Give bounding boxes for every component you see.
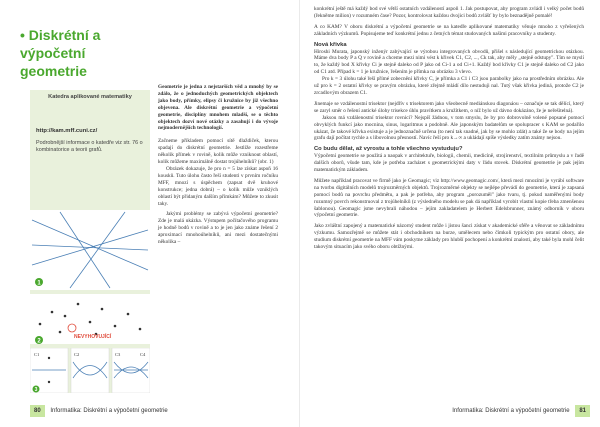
- title-text: Diskrétní a výpočetní geometrie: [20, 27, 101, 79]
- footer-left-text: Informatika: Diskrétní a výpočetní geometrie: [50, 408, 168, 414]
- figure-3-label-c1: C1: [34, 352, 40, 357]
- sidebar-text: Podrobnější informace o katedře viz str. 76 o kombinatorice a teorii grafů.: [36, 140, 143, 153]
- figure-3-label-c3: C3: [115, 352, 121, 357]
- footer-right-text: Informatika: Diskrétní a výpočetní geometrie: [452, 408, 570, 414]
- right-paragraph-8: Můžete například pracovat ve firmě jako je Geomagic; viz http://www.geomagic.com/, která mezi mnozími je vyrábí software na tvorbu digitálních modelů trojrozměrných objektů. Trojrozměrné objekty se nejlépe převádí do geometrie, která je zapsaná pomocí bodů na povrchu předmětu, a pak je potřeba, aby program „porozuměl" jako tvaru, tj. pokud naměřenými body rozumný povrch rekonstruoval z trojúhelníků (z výsledného modelu se pak dá například vyrobit vlastní kopie třeba zmenšenou šablonou). Geomagic jsme nevybrali náhodou – jejím zakladatelem je Herbert Edelsbrunner, známý odborník v oboru výpočetní geometrie.: [314, 177, 584, 219]
- sidebar-url[interactable]: http://kam.mff.cuni.cz/: [36, 128, 98, 134]
- figure-3-label-c2: C2: [74, 352, 80, 357]
- left-column: [158, 84, 278, 246]
- page-number-left: 80: [30, 405, 45, 417]
- title-bullet: •: [20, 27, 25, 43]
- heading-new-curve: Nová křivka: [314, 41, 347, 48]
- page-number-right: 81: [575, 405, 590, 417]
- paragraph-1: Začneme příkladem pomocí sítě dlaždiček, kterou spadají do diskrétní geometrie. Jestliže rozestřeme několik přímek v rovině, kolik může vzniknout oblastí, kolik můžeme maximálně dostat trojúhelníků? (obr. 1): [158, 138, 278, 166]
- figure-3-label-c4: C4: [140, 352, 146, 357]
- footer-right: [430, 405, 590, 417]
- figure-1-number: 1: [37, 280, 41, 287]
- right-paragraph-7: Výpočetní geometrie se použitá a naopak v architektuře, biologii, chemii, medicíně, strojírenství, textilním průmyslu a v řadě dalších oborů, všude tam, kde je potřeba zacházet s geometrickými daty v řádu stovek. Diskrétní geometrie je pak jejím matematickým základem.: [314, 153, 584, 174]
- sidebar-box: [30, 90, 150, 393]
- right-page: [300, 0, 600, 427]
- figure-2-points: [30, 294, 150, 344]
- figure-3-number: 3: [34, 387, 38, 393]
- right-column: [314, 6, 584, 251]
- page-title: [20, 26, 150, 80]
- paragraph-3: Jakými problémy se zabývá výpočetní geometrie? Zde je malá ukázka. Výstupem počítačového programu je hodně bodů v rovině a to je jen jako známe řešení 2 aproximací mnohoúhelníků, ani mezi dostatečnými několika –: [158, 211, 278, 246]
- paragraph-2: Obrázek dokazuje, že pro n = 5 lze získat aspoň 16 kousků. Tuto úlohu často řeší studenti v prvním ročníku MFF, mnozí s úspěchem (zapsat dvě kruhové konstrukce; jedna dobrá) – o kolik může vzniklých oblastí být přidaným dalším přímkám? Můžete to zkusit taky.: [158, 165, 278, 207]
- figure-2-label: NEVYHOVUJÍCÍ: [74, 334, 112, 340]
- right-paragraph-5: Jinemaje se vzdálenostní trisektor (nejdřív s trisektorem jako všeobecně mediánskou diagonáou – označuje se tak dělící, který se zaryl směr o řešení antické úlohy trisekce úhlu pravítkem a kružítkem, o níž bylo už dávno dokázáno, že je neřešitelná).: [314, 100, 584, 114]
- figure-1-lines: [30, 210, 150, 290]
- right-paragraph-2: A co KAM? V oboru diskrétní a výpočetní geometrie se na katedře aplikované matematiky věnuje mnoho z vyřešených základních výzkumů. Popisujeme teď konkrétní jednu z četných témat studovaných našimi pracovníky a studenty.: [314, 23, 584, 37]
- right-paragraph-1: konkrétní ještě má každý bod své větší ostatních vzdáleností aspoň 1. Jak postupovat, aby program zvládl i velký počet bodů (řekněme milion) v rozumném čase? Pozor, kontrolovat každou dvojici bodů zvlášť by bylo beznadějně pomalé!: [314, 6, 584, 19]
- heading-career: Co budu dělat, až vyrostu a tohle všechno vystuduju?: [314, 146, 463, 153]
- intro-paragraph: Geometrie je jedna z nejstarších věd a mnohý by se zdálo, že o jednoduchých geometrických objektech jako body, přímky, elipsy či kružnice by již všechno objevena. Ale diskrétní geometrie a výpočetní geometrie, disciplíny mnohem mladší, se o těchto objektech dozví nové otázky a zasahují i do vývoje nejmodernějších technologií.: [158, 84, 278, 132]
- figure-2-number: 2: [37, 338, 41, 344]
- right-paragraph-3: Hiroshi Murata, japonský inženýr zabývající se výrobou integrovaných obvodů, přišel s následující geometrickou otázkou. Máme dva body P a Q v rovině a chceme mezi nimi vést k křivek C1, C2, ..., Ck tak, aby měly „stejně odstupy". Tím se myslí to, že každý bod X křivky Ci je stejně daleko od P jako od Ci-1 a od Ci+1. Každý bod křivky C1 je stejně daleko od C2 jako od C1 atd. Případ k = 1 je kružnice, řešením je přímka na obrázku 3 vlevo.: [314, 48, 584, 76]
- figure-3-curves: [30, 348, 150, 393]
- footer-left: [30, 405, 280, 417]
- right-paragraph-4: Pro k = 3 úlohu také řeší přímé zobecnění křivky C, je přímka a C1 i C3 jsou parabolky jako na prostředním obrázku. Ale už pro k = 2 ostatní křivky se pravým obrázku, které zřejmě mládí dílo nestuduji nal. Tutý však křivka jediná, protože C2 je zrcadlovým obrazem C1.: [314, 76, 584, 96]
- sidebar-heading: Katedra aplikované matematiky: [48, 94, 132, 100]
- right-paragraph-6: Jaksou má vzdálenostní trisektor rovnici? Nejspíš žádnou, v tom smyslu, že by pro dobrovolně volené popsané pomocí obvyklých funkcí jako mocnina, sinus, logaritmus a podobně. Ale japonským badatelům se spolupracer s KAM se podařilo ukázat, že takové křivka existuje a je jednoznačně určena (to není tak snadné, jak by se mohlo zdát) a také že se body na jejím grafu dají počítat rychle a s libovolnou přesností. Navíc řeší pro k→∞ a ukládají spíše výsledky zatím známy nejsou.: [314, 114, 584, 142]
- right-paragraph-9: Jako zvláštní zapojený a matematické názorný student může i jistou šanci získat v akademické sféře a věnovat se základnímu výzkumu. Samozřejmě se můžete stát i obchodníkem na burze, umělecem nebo čímkoli typickým pro ostatní obory, ale studium diskrétní geometrie na MFF vám poskytne základy pro hlubší pochopení a konkrétní znalosti, aby také byla mohl čelit takovým situacím jako svého oboru obtížnými.: [314, 223, 584, 251]
